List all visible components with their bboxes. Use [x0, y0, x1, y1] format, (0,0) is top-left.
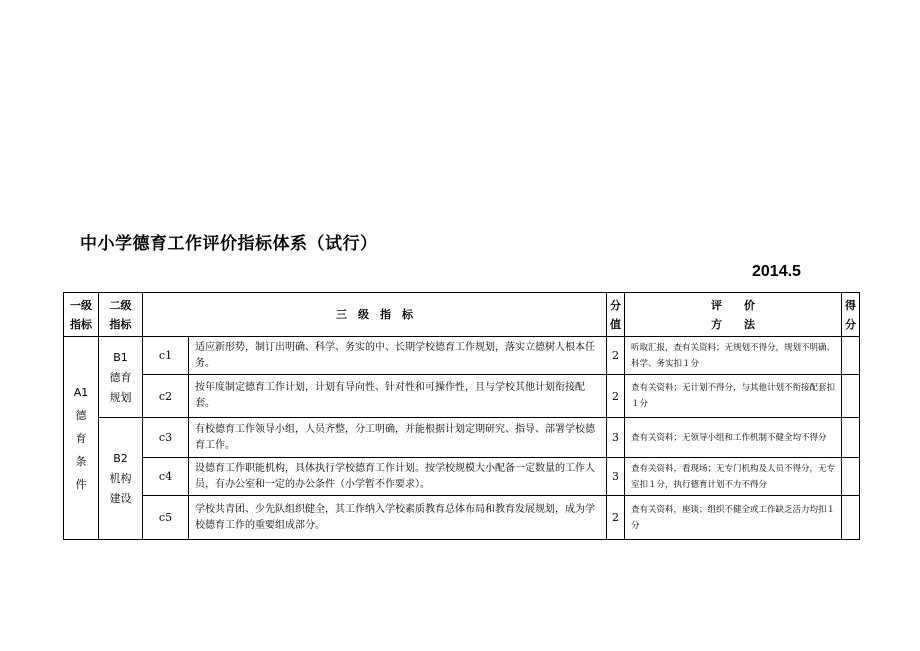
row-description: 按年度制定德育工作计划，计划有导向性、针对性和可操作性，且与学校其他计划衔接配套。 [189, 375, 607, 418]
level2-cell: B2 机构 建设 [99, 418, 143, 540]
table-row [64, 418, 860, 458]
row-method: 查有关资料；无计划不得分，与其他计划不衔接配套扣１分 [625, 375, 842, 418]
document-title: 中小学德育工作评价指标体系（试行） [80, 234, 378, 254]
row-score[interactable] [842, 496, 860, 540]
table-row [64, 496, 860, 540]
header-level3: 三 级 指 标 [143, 293, 607, 337]
row-points: 3 [607, 458, 625, 496]
header-level1: 一级 指标 [64, 293, 99, 337]
table-row [64, 458, 860, 496]
row-points: 2 [607, 337, 625, 375]
row-score[interactable] [842, 337, 860, 375]
row-description: 设德育工作职能机构，具体执行学校德育工作计划。按学校规模大小配备一定数量的工作人员，有办公室和一定的办公条件（小学暂不作要求）。 [189, 458, 607, 496]
row-method: 查有关资料，座谈；组织不健全或工作缺乏活力均扣１分 [625, 496, 842, 540]
evaluation-table [63, 292, 860, 540]
header-level2: 二级 指标 [99, 293, 143, 337]
row-code: c4 [143, 458, 189, 496]
table-row [64, 375, 860, 418]
row-method: 查有关资料；无领导小组和工作机制不健全均不得分 [625, 418, 842, 458]
row-description: 适应新形势，制订出明确、科学、务实的中、长期学校德育工作规划，落实立德树人根本任务。 [189, 337, 607, 375]
row-code: c5 [143, 496, 189, 540]
row-method: 查有关资料，看现场；无专门机构及人员不得分，无专室扣１分，执行德育计划不力不得分 [625, 458, 842, 496]
row-description: 学校共青团、少先队组织健全，其工作纳入学校素质教育总体布局和教育发展规划，成为学校德育工作的重要组成部分。 [189, 496, 607, 540]
level2-cell: B1 德育 规划 [99, 337, 143, 418]
header-points: 分 值 [607, 293, 625, 337]
row-description: 有校德育工作领导小组，人员齐整，分工明确，并能根据计划定期研究、指导、部署学校德育工作。 [189, 418, 607, 458]
row-points: 2 [607, 375, 625, 418]
row-points: 2 [607, 496, 625, 540]
level1-cell: A1 德 育 条 件 [64, 337, 99, 540]
row-code: c1 [143, 337, 189, 375]
row-code: c2 [143, 375, 189, 418]
row-score[interactable] [842, 418, 860, 458]
header-row [64, 293, 860, 337]
row-code: c3 [143, 418, 189, 458]
header-method: 评 价 方 法 [625, 293, 842, 337]
header-score: 得 分 [842, 293, 860, 337]
row-score[interactable] [842, 458, 860, 496]
document-date: 2014.5 [752, 263, 801, 280]
table-row [64, 337, 860, 375]
row-points: 3 [607, 418, 625, 458]
row-method: 听取汇报，查有关资料；无规划不得分，规划不明确、科学、务实扣１分 [625, 337, 842, 375]
row-score[interactable] [842, 375, 860, 418]
